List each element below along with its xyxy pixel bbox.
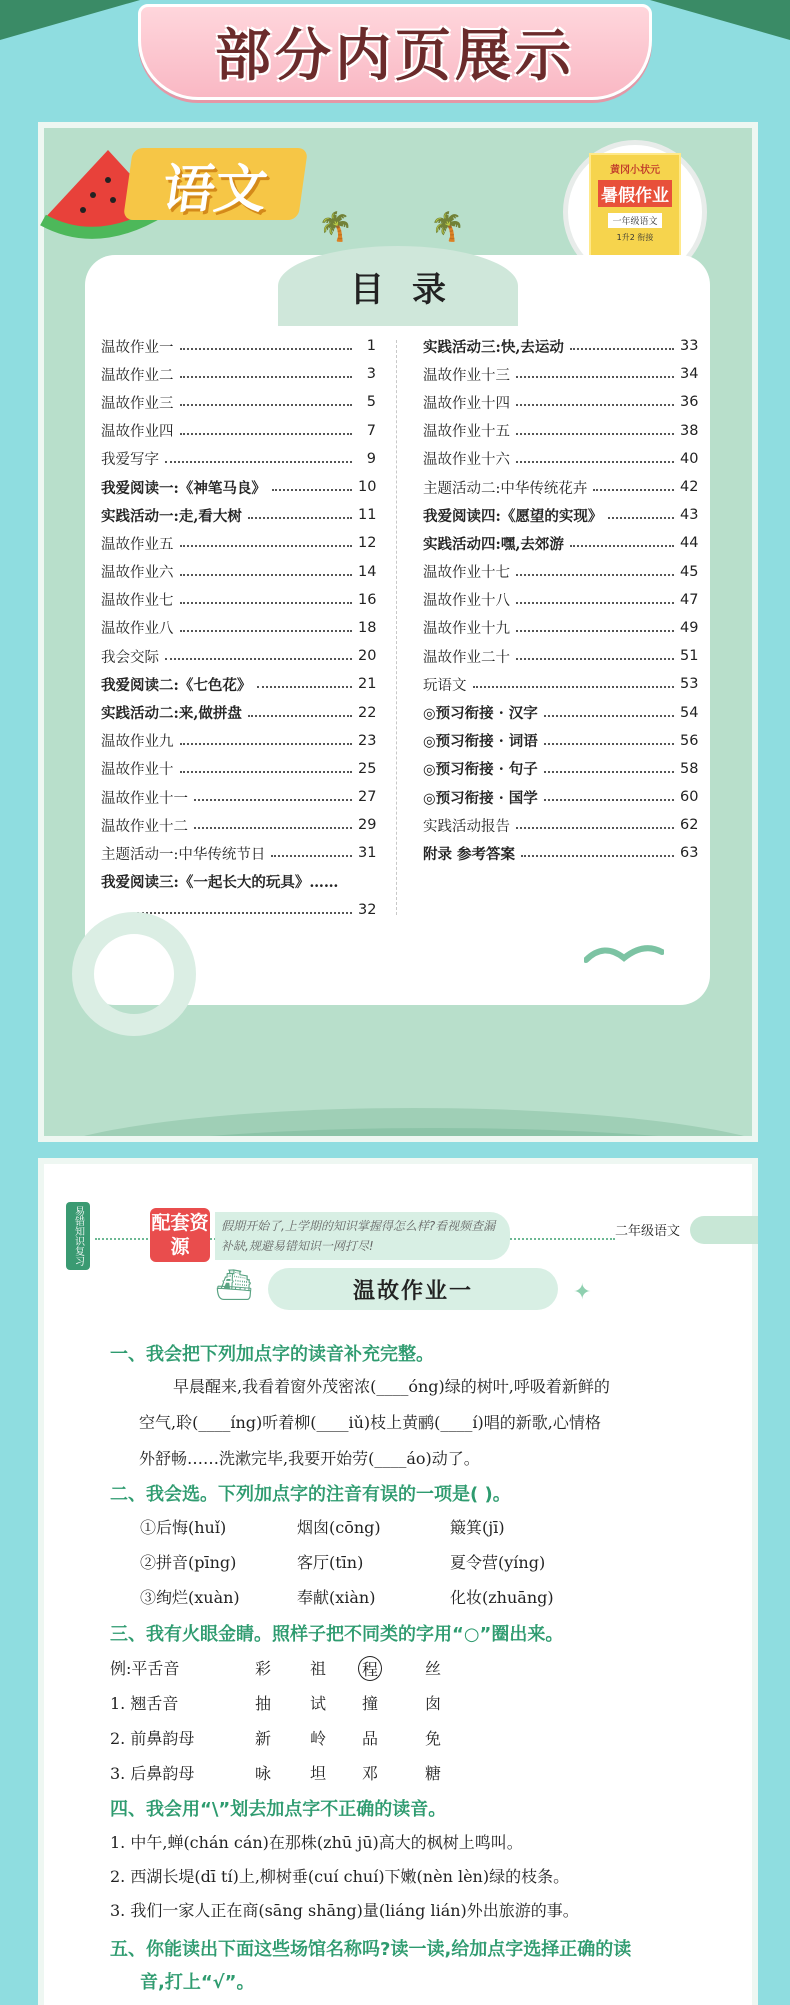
toc-leader-dots bbox=[257, 680, 352, 688]
resource-label: 配套资源 bbox=[150, 1208, 210, 1262]
toc-entry-page: 18 bbox=[358, 619, 377, 636]
toc-entry-page: 21 bbox=[358, 676, 377, 693]
toc-entry bbox=[423, 558, 698, 586]
toc-entry bbox=[101, 698, 376, 726]
toc-entry-page: 49 bbox=[680, 619, 699, 636]
corner-decoration-right bbox=[650, 0, 790, 40]
toc-entry bbox=[423, 529, 698, 557]
toc-entry-page: 23 bbox=[358, 732, 377, 749]
toc-entry-label: 温故作业十八 bbox=[423, 593, 510, 610]
toc-entry-label: 温故作业六 bbox=[101, 565, 174, 582]
toc-leader-dots bbox=[593, 483, 674, 491]
toc-entry-page: 42 bbox=[680, 479, 699, 496]
toc-entry bbox=[423, 783, 698, 811]
book-cover-image bbox=[589, 153, 681, 271]
toc-leader-dots bbox=[180, 624, 353, 632]
toc-leader-dots bbox=[180, 737, 353, 745]
toc-entry-label: 实践活动报告 bbox=[423, 818, 510, 835]
toc-entry bbox=[101, 529, 376, 557]
q3-char: 坦 bbox=[310, 1764, 327, 1783]
toc-leader-dots bbox=[544, 737, 674, 745]
toc-left-column bbox=[101, 332, 376, 924]
toc-leader-dots bbox=[473, 680, 675, 688]
toc-entry bbox=[101, 417, 376, 445]
toc-entry-page: 31 bbox=[358, 845, 377, 862]
toc-leader-dots bbox=[165, 455, 352, 463]
toc-entry-label: 温故作业十二 bbox=[101, 818, 188, 835]
toc-entry-label: ◎预习衔接 · 国学 bbox=[423, 789, 538, 807]
lesson-title: 温故作业一 bbox=[268, 1268, 558, 1310]
toc-entry-label: 温故作业二 bbox=[101, 367, 174, 384]
toc-entry bbox=[101, 360, 376, 388]
toc-leader-dots bbox=[194, 821, 352, 829]
toc-leader-dots bbox=[272, 483, 352, 491]
toc-entry-label: 实践活动二:来,做拼盘 bbox=[101, 705, 242, 723]
q2-option: 簸箕(jī) bbox=[450, 1518, 505, 1537]
toc-entry-label: 温故作业七 bbox=[101, 593, 174, 610]
toc-entry-label: 温故作业三 bbox=[101, 395, 174, 412]
toc-entry-label: 我爱写字 bbox=[101, 452, 159, 469]
toc-entry-page: 38 bbox=[680, 422, 699, 439]
side-tab: 易错知识复习 bbox=[66, 1202, 90, 1270]
toc-entry-label: 附录 参考答案 bbox=[423, 845, 516, 863]
q2-option: ③绚烂(xuàn) bbox=[140, 1588, 240, 1607]
toc-entry bbox=[101, 473, 376, 501]
toc-entry-page: 29 bbox=[358, 817, 377, 834]
banner bbox=[138, 4, 652, 100]
toc-leader-dots bbox=[248, 709, 352, 717]
toc-leader-dots bbox=[180, 427, 353, 435]
q2-option: 夏令营(yíng) bbox=[450, 1553, 546, 1572]
toc-leader-dots bbox=[271, 849, 352, 857]
toc-entry bbox=[423, 417, 698, 445]
toc-entry bbox=[423, 727, 698, 755]
q1-line-1: 早晨醒来,我看着窗外茂密浓(____óng)绿的树叶,呼吸着新鲜的 bbox=[173, 1377, 610, 1396]
toc-entry-label: 温故作业十一 bbox=[101, 790, 188, 807]
toc-entry bbox=[423, 332, 698, 360]
toc-entry-page: 47 bbox=[680, 591, 699, 608]
toc-entry bbox=[423, 501, 698, 529]
q3-char: 岭 bbox=[310, 1729, 327, 1748]
toc-entry-page: 32 bbox=[358, 901, 377, 918]
toc-leader-dots bbox=[516, 398, 674, 406]
toc-entry-page: 10 bbox=[358, 479, 377, 496]
q2-option: ②拼音(pīng) bbox=[140, 1553, 237, 1572]
q3-row-label: 2. 前鼻韵母 bbox=[110, 1729, 195, 1748]
q2-option: 烟囱(cōng) bbox=[297, 1518, 381, 1537]
toc-entry-label: 温故作业十三 bbox=[423, 367, 510, 384]
toc-entry-page: 34 bbox=[680, 366, 699, 383]
toc-entry-label: 温故作业五 bbox=[101, 536, 174, 553]
toc-entry-page: 44 bbox=[680, 535, 699, 552]
question-3: 三、我有火眼金睛。照样子把不同类的字用“○”圈出来。 bbox=[110, 1624, 564, 1645]
q3-char: 咏 bbox=[255, 1764, 272, 1783]
toc-entry-label: 温故作业十四 bbox=[423, 395, 510, 412]
toc-entry-page: 43 bbox=[680, 507, 699, 524]
q4-line-1: 1. 中午,蝉(chán cán)在那株(zhū jū)高大的枫树上鸣叫。 bbox=[110, 1833, 523, 1852]
q2-option: 客厅(tīn) bbox=[297, 1553, 364, 1572]
book-subtitle: 一年级语文 bbox=[608, 213, 661, 228]
toc-entry-page: 22 bbox=[358, 704, 377, 721]
toc-entry-label: 我爱阅读一:《神笔马良》 bbox=[101, 479, 266, 497]
corner-decoration-left bbox=[0, 0, 140, 40]
toc-entry-page: 58 bbox=[680, 760, 699, 777]
toc-entry-label: 我爱阅读二:《七色花》 bbox=[101, 676, 252, 694]
toc-entry-label: 温故作业十五 bbox=[423, 424, 510, 441]
toc-leader-dots bbox=[180, 398, 353, 406]
q3-char: 囱 bbox=[425, 1694, 442, 1713]
swim-ring-icon bbox=[72, 912, 196, 1036]
book-tag: 1升2 衔接 bbox=[616, 233, 654, 242]
toc-entry-label: 我爱阅读三:《一起长大的玩具》…… bbox=[101, 874, 339, 892]
toc-entry-page: 56 bbox=[680, 732, 699, 749]
q3-row-label: 3. 后鼻韵母 bbox=[110, 1764, 195, 1783]
toc-entry bbox=[101, 388, 376, 416]
toc-entry bbox=[423, 360, 698, 388]
toc-leader-dots bbox=[180, 539, 353, 547]
toc-entry-label: 温故作业二十 bbox=[423, 649, 510, 666]
toc-entry bbox=[101, 445, 376, 473]
toc-entry-label: ◎预习衔接 · 汉字 bbox=[423, 705, 538, 723]
toc-divider bbox=[396, 340, 397, 915]
toc-entry-label: 温故作业十六 bbox=[423, 452, 510, 469]
banner-title: 部分内页展示 bbox=[215, 24, 575, 89]
toc-entry-label: 温故作业十七 bbox=[423, 565, 510, 582]
resource-text: 假期开始了,上学期的知识掌握得怎么样?看视频查漏补缺,规避易错知识一网打尽! bbox=[215, 1212, 510, 1260]
seagull-icon bbox=[584, 940, 664, 970]
toc-right-column bbox=[423, 332, 698, 868]
q3-char: 祖 bbox=[310, 1659, 327, 1678]
question-1: 一、我会把下列加点字的读音补充完整。 bbox=[110, 1344, 434, 1365]
toc-leader-dots bbox=[516, 624, 674, 632]
toc-entry bbox=[101, 868, 376, 896]
toc-entry bbox=[423, 755, 698, 783]
toc-entry bbox=[101, 670, 376, 698]
q3-char: 品 bbox=[362, 1729, 379, 1748]
toc-leader-dots bbox=[608, 511, 674, 519]
toc-entry-label: 实践活动四:嘿,去郊游 bbox=[423, 535, 564, 553]
toc-entry bbox=[101, 642, 376, 670]
sparkle-icon: ✦ bbox=[573, 1280, 592, 1305]
toc-entry-label: 温故作业八 bbox=[101, 621, 174, 638]
ship-icon: ⛴ bbox=[215, 1268, 254, 1303]
toc-entry-page: 1 bbox=[366, 338, 376, 355]
toc-entry bbox=[101, 586, 376, 614]
toc-entry bbox=[101, 332, 376, 360]
toc-entry-label: 主题活动二:中华传统花卉 bbox=[423, 480, 588, 497]
book-name: 暑假作业 bbox=[598, 180, 672, 207]
toc-leader-dots bbox=[544, 793, 674, 801]
toc-entry bbox=[423, 473, 698, 501]
q3-row-label: 1. 翘舌音 bbox=[110, 1694, 179, 1713]
toc-entry bbox=[101, 839, 376, 867]
toc-entry-label: 我会交际 bbox=[101, 649, 159, 666]
toc-entry-label: 温故作业一 bbox=[101, 339, 174, 356]
toc-entry-label: 玩语文 bbox=[423, 677, 467, 694]
toc-entry bbox=[423, 670, 698, 698]
toc-leader-dots bbox=[521, 849, 674, 857]
toc-entry-label: ◎预习衔接 · 词语 bbox=[423, 733, 538, 751]
toc-entry-page: 36 bbox=[680, 394, 699, 411]
q3-char: 试 bbox=[310, 1694, 327, 1713]
toc-entry-page: 54 bbox=[680, 704, 699, 721]
q3-char: 新 bbox=[255, 1729, 272, 1748]
question-5-line-1: 五、你能读出下面这些场馆名称吗?读一读,给加点字选择正确的读 bbox=[110, 1939, 632, 1960]
toc-entry-page: 27 bbox=[358, 789, 377, 806]
toc-leader-dots bbox=[248, 511, 352, 519]
toc-leader-dots bbox=[516, 370, 674, 378]
toc-leader-dots bbox=[516, 652, 674, 660]
toc-entry-label: 主题活动一:中华传统节日 bbox=[101, 846, 266, 863]
toc-leader-dots bbox=[194, 793, 352, 801]
wave-decoration bbox=[38, 1108, 758, 1142]
toc-leader-dots bbox=[137, 906, 352, 914]
q1-line-2: 空气,聆(____íng)听着柳(____iǔ)枝上黄鹂(____í)唱的新歌,心情格 bbox=[139, 1413, 601, 1432]
toc-entry-page: 11 bbox=[358, 507, 377, 524]
question-2: 二、我会选。下列加点字的注音有误的一项是( )。 bbox=[110, 1484, 511, 1505]
toc-entry-page: 20 bbox=[358, 648, 377, 665]
toc-leader-dots bbox=[516, 427, 674, 435]
toc-entry-page: 9 bbox=[366, 450, 376, 467]
toc-entry bbox=[101, 558, 376, 586]
toc-leader-dots bbox=[180, 596, 353, 604]
toc-title: 目录 bbox=[350, 269, 474, 310]
toc-leader-dots bbox=[516, 596, 674, 604]
question-5-line-2: 音,打上“√”。 bbox=[140, 1972, 255, 1993]
toc-entry-page: 60 bbox=[680, 789, 699, 806]
q4-line-2: 2. 西湖长堤(dī tí)上,柳树垂(cuí chuí)下嫩(nèn lèn)绿的枝条。 bbox=[110, 1867, 570, 1886]
q3-char: 糖 bbox=[425, 1764, 442, 1783]
toc-entry bbox=[101, 614, 376, 642]
toc-entry bbox=[423, 614, 698, 642]
toc-entry-page: 25 bbox=[358, 760, 377, 777]
toc-entry-page: 14 bbox=[358, 563, 377, 580]
toc-entry-page: 40 bbox=[680, 450, 699, 467]
toc-entry-page: 5 bbox=[366, 394, 376, 411]
question-4: 四、我会用“\”划去加点字不正确的读音。 bbox=[110, 1799, 447, 1820]
q3-char: 撞 bbox=[362, 1694, 379, 1713]
toc-entry-label: 我爱阅读四:《愿望的实现》 bbox=[423, 507, 603, 525]
q4-line-3: 3. 我们一家人正在商(sāng shāng)量(liáng lián)外出旅游的事。 bbox=[110, 1901, 579, 1920]
toc-entry-label: ◎预习衔接 · 句子 bbox=[423, 761, 538, 779]
toc-entry-page: 53 bbox=[680, 676, 699, 693]
toc-entry-label: 实践活动一:走,看大树 bbox=[101, 507, 242, 525]
toc-entry bbox=[423, 586, 698, 614]
grade-label: 二年级语文 bbox=[615, 1224, 681, 1239]
toc-title-hill bbox=[278, 246, 518, 326]
q3-char: 程 bbox=[358, 1656, 382, 1681]
q3-char: 抽 bbox=[255, 1694, 272, 1713]
toc-entry-label: 温故作业十九 bbox=[423, 621, 510, 638]
toc-leader-dots bbox=[544, 709, 674, 717]
toc-leader-dots bbox=[570, 539, 674, 547]
toc-entry-page: 62 bbox=[680, 817, 699, 834]
toc-entry-page: 12 bbox=[358, 535, 377, 552]
q1-line-3: 外舒畅……洗漱完毕,我要开始劳(____áo)动了。 bbox=[139, 1449, 480, 1468]
toc-leader-dots bbox=[516, 568, 674, 576]
toc-entry bbox=[423, 698, 698, 726]
toc-leader-dots bbox=[544, 765, 674, 773]
book-brand: 黄冈小状元 bbox=[610, 165, 660, 176]
toc-entry-page: 33 bbox=[680, 338, 699, 355]
toc-leader-dots bbox=[180, 568, 353, 576]
q2-option: 化妆(zhuāng) bbox=[450, 1588, 554, 1607]
toc-entry-page: 51 bbox=[680, 648, 699, 665]
q3-row-label: 例:平舌音 bbox=[110, 1659, 180, 1678]
toc-leader-dots bbox=[180, 765, 353, 773]
toc-entry bbox=[101, 783, 376, 811]
toc-entry-label: 温故作业十 bbox=[101, 762, 174, 779]
subject-label: 语文 bbox=[123, 148, 308, 220]
q2-option: ①后悔(huǐ) bbox=[140, 1518, 227, 1537]
q3-char: 彩 bbox=[255, 1659, 272, 1678]
toc-leader-dots bbox=[570, 342, 674, 350]
grade-bar bbox=[690, 1216, 758, 1244]
q3-char: 免 bbox=[425, 1729, 442, 1748]
toc-entry-page: 45 bbox=[680, 563, 699, 580]
toc-entry-label: 温故作业九 bbox=[101, 734, 174, 751]
palm-icon: 🌴 bbox=[430, 210, 465, 243]
toc-leader-dots bbox=[516, 455, 674, 463]
toc-entry bbox=[101, 501, 376, 529]
q3-char: 丝 bbox=[425, 1659, 442, 1678]
toc-entry-page: 3 bbox=[366, 366, 376, 383]
q3-char: 邓 bbox=[362, 1764, 379, 1783]
toc-leader-dots bbox=[180, 342, 353, 350]
toc-entry-page: 7 bbox=[366, 422, 376, 439]
toc-entry bbox=[423, 642, 698, 670]
toc-entry-page: 16 bbox=[358, 591, 377, 608]
toc-entry bbox=[423, 388, 698, 416]
toc-leader-dots bbox=[180, 370, 353, 378]
toc-entry bbox=[423, 839, 698, 867]
toc-entry bbox=[423, 811, 698, 839]
palm-icon: 🌴 bbox=[318, 210, 353, 243]
q2-option: 奉献(xiàn) bbox=[297, 1588, 376, 1607]
toc-entry bbox=[101, 755, 376, 783]
toc-entry bbox=[101, 811, 376, 839]
toc-entry bbox=[101, 727, 376, 755]
toc-entry-label: 温故作业四 bbox=[101, 424, 174, 441]
toc-leader-dots bbox=[165, 652, 352, 660]
toc-entry-page: 63 bbox=[680, 845, 699, 862]
toc-entry-label: 实践活动三:快,去运动 bbox=[423, 338, 564, 356]
toc-leader-dots bbox=[516, 821, 674, 829]
toc-entry bbox=[423, 445, 698, 473]
